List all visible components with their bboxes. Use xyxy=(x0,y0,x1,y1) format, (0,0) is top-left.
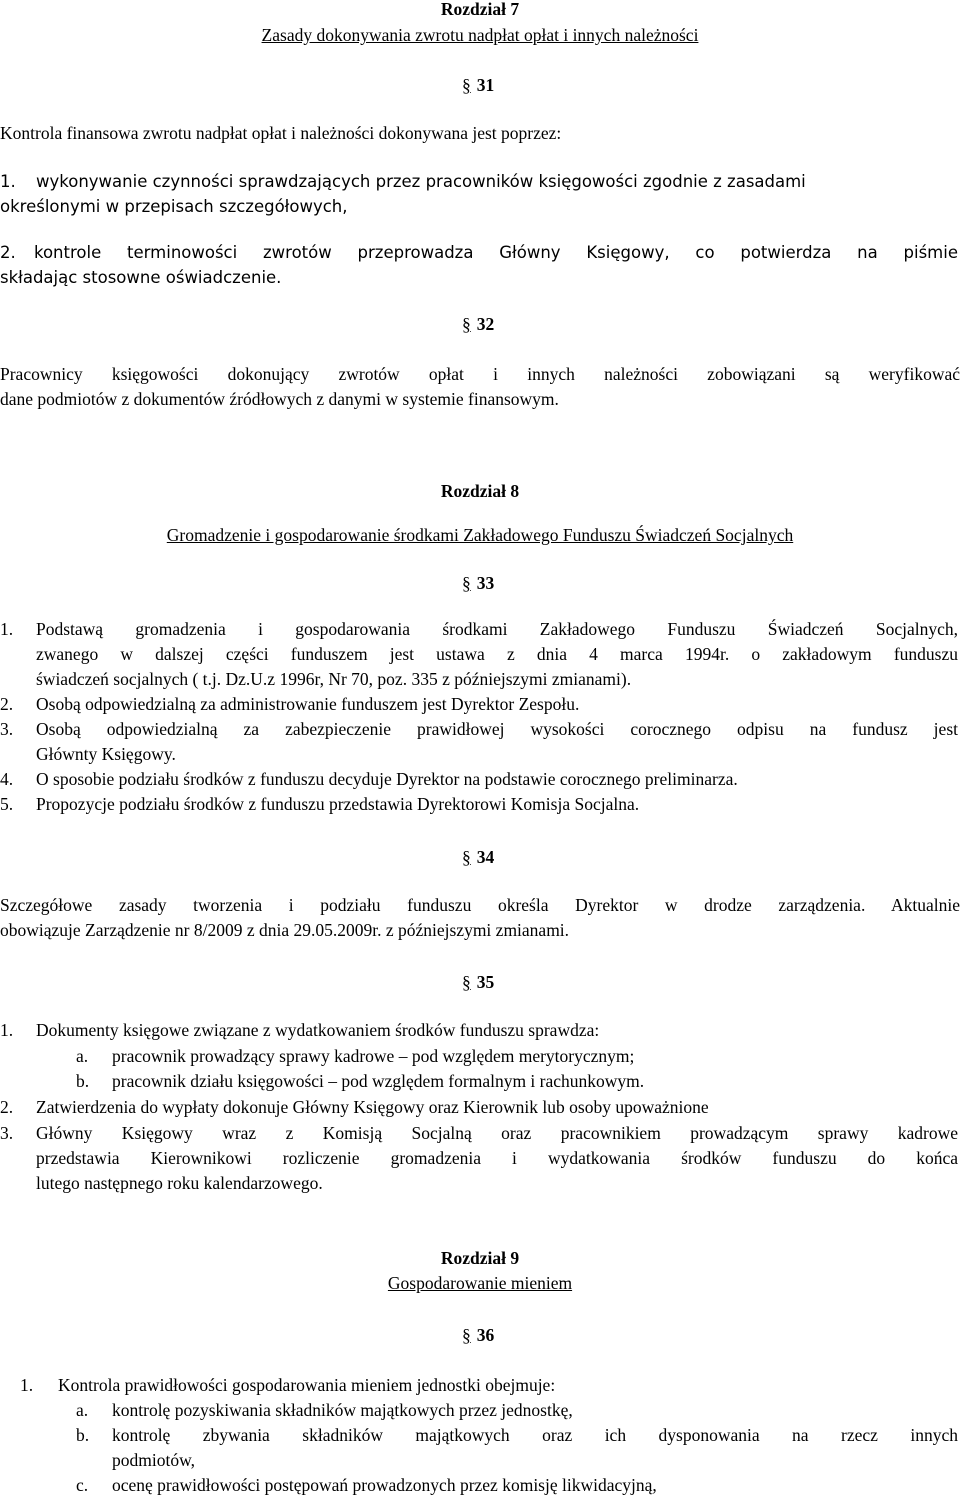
section-35-item-1-text: Dokumenty księgowe związane z wydatkowaniem środków funduszu sprawdza: xyxy=(36,1020,600,1040)
section-36-sub-b-letter: b. xyxy=(76,1425,90,1445)
section-31-item-1-number: 1. xyxy=(0,172,16,191)
section-number: 36 xyxy=(476,1325,495,1345)
section-33-item-5-number: 5. xyxy=(0,794,14,814)
section-number: 34 xyxy=(476,847,495,867)
section-35-item-2-text: Zatwierdzenia do wypłaty dokonuje Główny Księgowy oraz Kierownik lub osoby upoważnione xyxy=(36,1097,709,1117)
section-31-item-2-line-1: kontrole terminowości zwrotów przeprowadza Główny Księgowy, co potwierdza na piśmie xyxy=(34,243,958,262)
section-34-heading xyxy=(462,845,494,869)
section-33-item-1-line-3: świadczeń socjalnych ( t.j. Dz.U.z 1996r, Nr 70, poz. 335 z późniejszymi zmianami). xyxy=(36,669,632,689)
section-number: 33 xyxy=(476,573,495,593)
section-symbol: § xyxy=(462,573,471,593)
section-36-sub-b-line-2: podmiotów, xyxy=(112,1450,195,1470)
section-number: 32 xyxy=(476,314,495,334)
section-36-item-1-text: Kontrola prawidłowości gospodarowania mieniem jednostki obejmuje: xyxy=(58,1375,556,1395)
section-33-item-3-number: 3. xyxy=(0,719,14,739)
section-36-item-1-number: 1. xyxy=(20,1375,34,1395)
chapter-7-heading: Rozdział 7 xyxy=(440,0,520,19)
section-35-heading xyxy=(462,970,494,994)
section-35-item-2-number: 2. xyxy=(0,1097,14,1117)
section-35-item-3-line-1: Główny Księgowy wraz z Komisją Socjalną oraz pracownikiem prowadzącym sprawy kadrowe xyxy=(36,1123,958,1143)
section-symbol: § xyxy=(462,314,471,334)
section-31-item-1-line-1: wykonywanie czynności sprawdzających przez pracowników księgowości zgodnie z zasadami xyxy=(36,172,806,191)
section-36-sub-a-text: kontrolę pozyskiwania składników majątkowych przez jednostkę, xyxy=(112,1400,573,1420)
section-33-item-1-number: 1. xyxy=(0,619,14,639)
section-33-item-1-line-2: zwanego w dalszej części funduszem jest ustawa z dnia 4 marca 1994r. o zakładowym funduszu xyxy=(36,644,958,664)
section-31-item-2-number: 2. xyxy=(0,243,16,262)
section-33-item-5-text: Propozycje podziału środków z funduszu przedstawia Dyrektorowi Komisja Socjalna. xyxy=(36,794,640,814)
section-33-item-3-line-2: Głównty Księgowy. xyxy=(36,744,176,764)
section-36-heading xyxy=(462,1323,494,1347)
section-33-item-2-text: Osobą odpowiedzialną za administrowanie funduszem jest Dyrektor Zespołu. xyxy=(36,694,580,714)
section-35-item-1-number: 1. xyxy=(0,1020,14,1040)
section-33-item-4-text: O sposobie podziału środków z funduszu decyduje Dyrektor na podstawie corocznego preliminarza. xyxy=(36,769,738,789)
section-35-sub-b-text: pracownik działu księgowości – pod względem formalnym i rachunkowym. xyxy=(112,1071,645,1091)
chapter-8-heading: Rozdział 8 xyxy=(440,481,520,501)
section-35-sub-a-text: pracownik prowadzący sprawy kadrowe – pod względem merytorycznym; xyxy=(112,1046,635,1066)
section-symbol: § xyxy=(462,75,471,95)
section-34-line-1: Szczegółowe zasady tworzenia i podziału funduszu określa Dyrektor w drodze zarządzenia. Aktualnie xyxy=(0,895,960,915)
section-36-sub-c-letter: c. xyxy=(76,1475,89,1495)
section-33-item-1-line-1: Podstawą gromadzenia i gospodarowania środkami Zakładowego Funduszu Świadczeń Socjalnych, xyxy=(36,619,958,639)
section-35-sub-b-letter: b. xyxy=(76,1071,90,1091)
section-32-line-1: Pracownicy księgowości dokonujący zwrotów opłat i innych należności zobowiązani są weryfikować xyxy=(0,364,960,384)
section-symbol: § xyxy=(462,847,471,867)
section-number: 31 xyxy=(476,75,495,95)
chapter-9-title: Gospodarowanie mieniem xyxy=(387,1273,573,1293)
chapter-8-title: Gromadzenie i gospodarowanie środkami Zakładowego Funduszu Świadczeń Socjalnych xyxy=(166,525,794,545)
section-36-sub-a-letter: a. xyxy=(76,1400,89,1420)
section-35-sub-a-letter: a. xyxy=(76,1046,89,1066)
section-32-line-2: dane podmiotów z dokumentów źródłowych z danymi w systemie finansowym. xyxy=(0,389,559,409)
section-symbol: § xyxy=(462,972,471,992)
section-36-sub-c-text: ocenę prawidłowości postępowań prowadzonych przez komisję likwidacyjną, xyxy=(112,1475,657,1495)
section-number: 35 xyxy=(476,972,495,992)
section-32-heading xyxy=(462,312,494,336)
section-31-item-1-line-2: określonymi w przepisach szczegółowych, xyxy=(0,197,348,216)
section-33-item-4-number: 4. xyxy=(0,769,14,789)
section-31-heading xyxy=(462,73,494,97)
section-33-heading xyxy=(462,571,494,595)
section-symbol: § xyxy=(462,1325,471,1345)
chapter-9-heading: Rozdział 9 xyxy=(440,1248,520,1268)
section-31-item-2-line-2: składając stosowne oświadczenie. xyxy=(0,268,282,287)
section-35-item-3-number: 3. xyxy=(0,1123,14,1143)
section-31-intro: Kontrola finansowa zwrotu nadpłat opłat i należności dokonywana jest poprzez: xyxy=(0,123,562,143)
section-34-line-2: obowiązuje Zarządzenie nr 8/2009 z dnia 29.05.2009r. z późniejszymi zmianami. xyxy=(0,920,570,940)
chapter-7-title: Zasady dokonywania zwrotu nadpłat opłat i innych należności xyxy=(261,25,699,45)
section-35-item-3-line-2: przedstawia Kierownikowi rozliczenie gromadzenia i wydatkowania środków funduszu do końca xyxy=(36,1148,958,1168)
section-33-item-2-number: 2. xyxy=(0,694,14,714)
section-35-item-3-line-3: lutego następnego roku kalendarzowego. xyxy=(36,1173,323,1193)
section-36-sub-b-line-1: kontrolę zbywania składników majątkowych oraz ich dysponowania na rzecz innych xyxy=(112,1425,958,1445)
section-33-item-3-line-1: Osobą odpowiedzialną za zabezpieczenie prawidłowej wysokości corocznego odpisu na fundusz jest xyxy=(36,719,958,739)
